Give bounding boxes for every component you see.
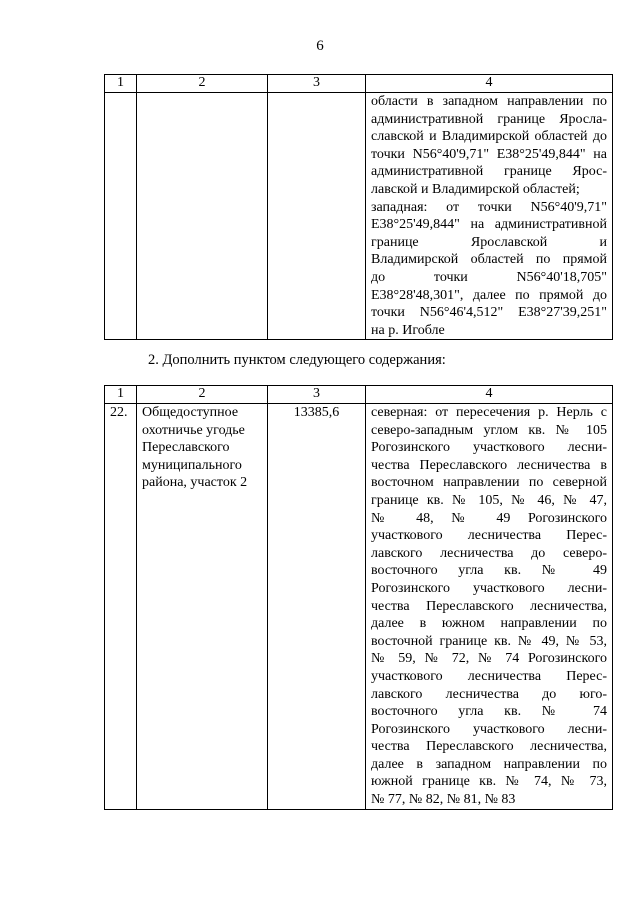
description-line: области в западном направлении по: [371, 94, 607, 109]
table-row: [105, 404, 613, 810]
description-line: Рогозинского участкового лесни-: [371, 580, 607, 596]
description-line: северо-западным углом кв. № 105: [371, 422, 607, 438]
name-line: муниципального: [142, 457, 242, 473]
description-line: славской и Владимирской областей до: [371, 129, 607, 145]
description-line: № 77, № 82, № 81, № 83: [371, 792, 516, 808]
header-col-1: 1: [105, 75, 137, 93]
header-col-1: 1: [105, 386, 137, 404]
table-header-row: [105, 386, 613, 404]
description-line: участкового лесничества Перес-: [371, 528, 607, 544]
cell-name: [137, 404, 268, 810]
page-number: 6: [316, 38, 324, 54]
boundary-table-new-item: [104, 385, 613, 810]
header-col-2: 2: [137, 386, 268, 404]
description-line: № 48, № 49 Рогозинского: [371, 510, 607, 526]
description-line: на р. Игобле: [371, 322, 445, 338]
name-line: Переславского: [142, 440, 230, 456]
cell-number: 22.: [105, 404, 137, 810]
description-line: восточном направлении по северной: [371, 475, 607, 491]
description-line: чества Переславского лесничества в: [371, 457, 607, 473]
description-line: до точки N56°40'18,705": [371, 269, 607, 285]
cell-number: [105, 93, 137, 340]
description-line: границе Ярославской и: [371, 234, 607, 250]
table-header-row: [105, 75, 613, 93]
header-col-4: 4: [366, 386, 613, 404]
boundary-table-continued: [104, 74, 613, 340]
cell-area: [268, 93, 366, 340]
description-line: восточной границе кв. № 49, № 53,: [371, 633, 607, 649]
description-line: E38°28'48,301", далее по прямой до: [371, 287, 607, 303]
description-line: участкового лесничества Перес-: [371, 668, 607, 684]
description-line: восточного угла кв. № 49: [371, 563, 607, 579]
description-line: административной границе Яросла-: [371, 111, 607, 127]
name-line: Общедоступное: [142, 405, 239, 420]
table-row: [105, 93, 613, 340]
header-col-3: 3: [268, 386, 366, 404]
description-line: лавского лесничества до юго-: [371, 686, 607, 702]
cell-boundary-description: [366, 93, 613, 340]
description-line: далее в западном направлении по: [371, 756, 607, 772]
description-line: точки N56°40'9,71" E38°25'49,844" на: [371, 146, 607, 162]
cell-boundary-description: [366, 404, 613, 810]
amendment-paragraph: 2. Дополнить пунктом следующего содержания:: [148, 352, 446, 368]
description-line: границе кв. № 105, № 46, № 47,: [371, 492, 607, 508]
description-line: далее в южном направлении по: [371, 616, 607, 632]
description-line: восточного угла кв. № 74: [371, 704, 607, 720]
description-line: Владимирской областей по прямой: [371, 252, 607, 268]
description-line: Рогозинского участкового лесни-: [371, 440, 607, 456]
header-col-4: 4: [366, 75, 613, 93]
description-line: точки N56°46'4,512" E38°27'39,251": [371, 305, 607, 321]
description-line: административной границе Ярос-: [371, 164, 607, 180]
description-line: лавской и Владимирской областей;: [371, 181, 580, 197]
cell-name: [137, 93, 268, 340]
name-line: охотничье угодье: [142, 422, 245, 438]
description-line: западная: от точки N56°40'9,71": [371, 199, 607, 215]
description-line: южной границе кв. № 74, № 73,: [371, 774, 607, 790]
header-col-3: 3: [268, 75, 366, 93]
description-line: северная: от пересечения р. Нерль с: [371, 405, 607, 420]
description-line: чества Переславского лесничества,: [371, 598, 607, 614]
header-col-2: 2: [137, 75, 268, 93]
cell-area: 13385,6: [268, 404, 366, 810]
description-line: чества Переславского лесничества,: [371, 739, 607, 755]
description-line: № 59, № 72, № 74 Рогозинского: [371, 651, 607, 667]
description-line: Рогозинского участкового лесни-: [371, 721, 607, 737]
description-line: лавского лесничества до северо-: [371, 545, 607, 561]
description-line: E38°25'49,844" на административной: [371, 217, 607, 233]
name-line: района, участок 2: [142, 475, 248, 491]
